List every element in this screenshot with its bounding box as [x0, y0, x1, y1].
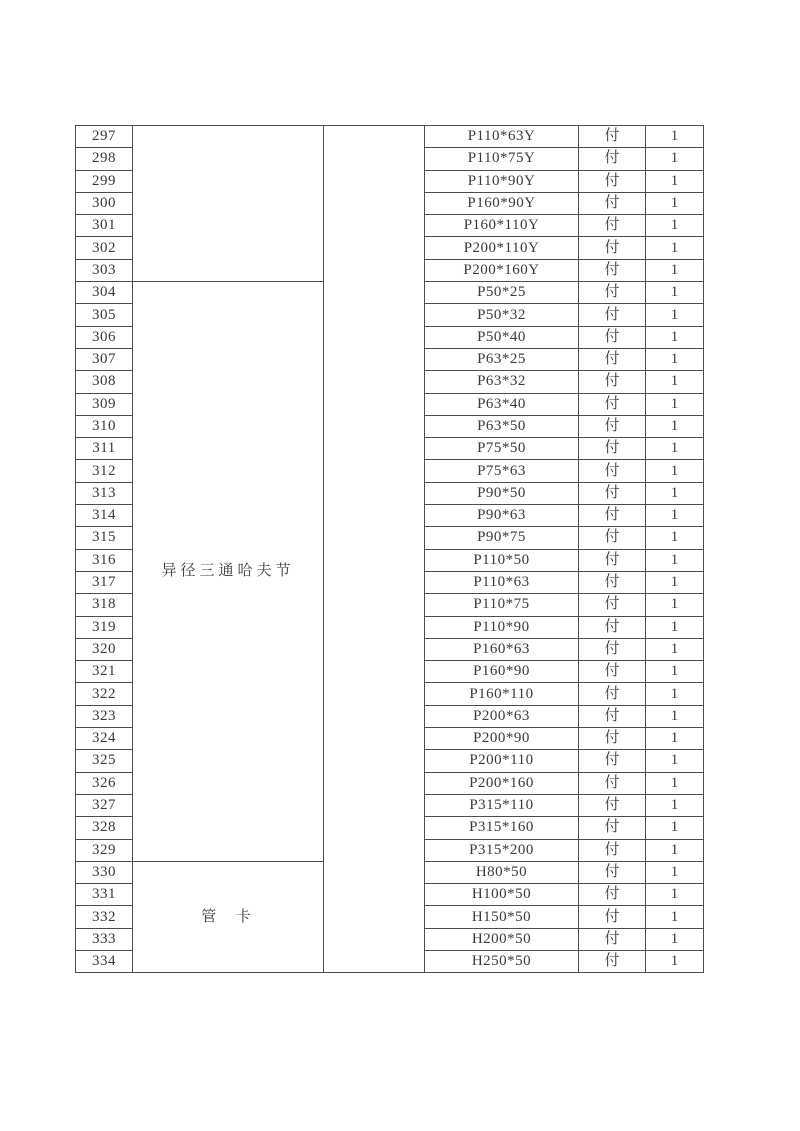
spec-cell: P160*110Y: [425, 215, 579, 237]
qty-cell: 1: [646, 705, 704, 727]
unit-cell: 付: [579, 527, 646, 549]
unit-cell: 付: [579, 839, 646, 861]
row-number-cell: 299: [76, 170, 133, 192]
spec-cell: H150*50: [425, 906, 579, 928]
row-number-cell: 313: [76, 482, 133, 504]
qty-cell: 1: [646, 594, 704, 616]
row-number-cell: 304: [76, 282, 133, 304]
unit-cell: 付: [579, 817, 646, 839]
qty-cell: 1: [646, 950, 704, 972]
qty-cell: 1: [646, 192, 704, 214]
qty-cell: 1: [646, 683, 704, 705]
row-number-cell: 329: [76, 839, 133, 861]
unit-cell: 付: [579, 928, 646, 950]
unit-cell: 付: [579, 460, 646, 482]
spec-cell: H80*50: [425, 861, 579, 883]
spec-cell: P75*63: [425, 460, 579, 482]
unit-cell: 付: [579, 661, 646, 683]
qty-cell: 1: [646, 906, 704, 928]
row-number-cell: 324: [76, 728, 133, 750]
row-number-cell: 331: [76, 884, 133, 906]
parts-table-body: [76, 126, 704, 973]
unit-cell: 付: [579, 259, 646, 281]
blank-column-cell: [324, 126, 425, 973]
unit-cell: 付: [579, 906, 646, 928]
unit-cell: 付: [579, 371, 646, 393]
qty-cell: 1: [646, 460, 704, 482]
row-number-cell: 307: [76, 348, 133, 370]
spec-cell: H100*50: [425, 884, 579, 906]
qty-cell: 1: [646, 126, 704, 148]
unit-cell: 付: [579, 705, 646, 727]
qty-cell: 1: [646, 326, 704, 348]
spec-cell: P90*75: [425, 527, 579, 549]
unit-cell: 付: [579, 415, 646, 437]
row-number-cell: 311: [76, 438, 133, 460]
spec-cell: P50*32: [425, 304, 579, 326]
unit-cell: 付: [579, 326, 646, 348]
spec-cell: P110*50: [425, 549, 579, 571]
spec-cell: P160*110: [425, 683, 579, 705]
unit-cell: 付: [579, 282, 646, 304]
parts-list-table: [75, 125, 704, 973]
item-name-cell: [133, 126, 324, 282]
row-number-cell: 303: [76, 259, 133, 281]
row-number-cell: 328: [76, 817, 133, 839]
unit-cell: 付: [579, 772, 646, 794]
unit-cell: 付: [579, 728, 646, 750]
qty-cell: 1: [646, 259, 704, 281]
unit-cell: 付: [579, 237, 646, 259]
qty-cell: 1: [646, 304, 704, 326]
spec-cell: P315*110: [425, 794, 579, 816]
qty-cell: 1: [646, 661, 704, 683]
spec-cell: H200*50: [425, 928, 579, 950]
spec-cell: P63*50: [425, 415, 579, 437]
unit-cell: 付: [579, 170, 646, 192]
unit-cell: 付: [579, 148, 646, 170]
spec-cell: P200*110Y: [425, 237, 579, 259]
unit-cell: 付: [579, 638, 646, 660]
row-number-cell: 302: [76, 237, 133, 259]
row-number-cell: 322: [76, 683, 133, 705]
qty-cell: 1: [646, 371, 704, 393]
qty-cell: 1: [646, 215, 704, 237]
row-number-cell: 300: [76, 192, 133, 214]
row-number-cell: 314: [76, 505, 133, 527]
row-number-cell: 332: [76, 906, 133, 928]
unit-cell: 付: [579, 616, 646, 638]
row-number-cell: 319: [76, 616, 133, 638]
spec-cell: H250*50: [425, 950, 579, 972]
row-number-cell: 327: [76, 794, 133, 816]
spec-cell: P315*200: [425, 839, 579, 861]
spec-cell: P50*40: [425, 326, 579, 348]
spec-cell: P160*90Y: [425, 192, 579, 214]
unit-cell: 付: [579, 505, 646, 527]
qty-cell: 1: [646, 817, 704, 839]
qty-cell: 1: [646, 750, 704, 772]
row-number-cell: 301: [76, 215, 133, 237]
unit-cell: 付: [579, 393, 646, 415]
spec-cell: P200*90: [425, 728, 579, 750]
spec-cell: P160*63: [425, 638, 579, 660]
unit-cell: 付: [579, 482, 646, 504]
qty-cell: 1: [646, 415, 704, 437]
qty-cell: 1: [646, 393, 704, 415]
row-number-cell: 326: [76, 772, 133, 794]
row-number-cell: 330: [76, 861, 133, 883]
qty-cell: 1: [646, 861, 704, 883]
spec-cell: P110*63: [425, 571, 579, 593]
table-row: [76, 126, 704, 148]
qty-cell: 1: [646, 928, 704, 950]
unit-cell: 付: [579, 794, 646, 816]
unit-cell: 付: [579, 683, 646, 705]
unit-cell: 付: [579, 438, 646, 460]
unit-cell: 付: [579, 215, 646, 237]
unit-cell: 付: [579, 950, 646, 972]
spec-cell: P200*160Y: [425, 259, 579, 281]
qty-cell: 1: [646, 438, 704, 460]
qty-cell: 1: [646, 728, 704, 750]
item-name-cell: 异径三通哈夫节: [133, 282, 324, 862]
qty-cell: 1: [646, 282, 704, 304]
row-number-cell: 312: [76, 460, 133, 482]
row-number-cell: 333: [76, 928, 133, 950]
unit-cell: 付: [579, 549, 646, 571]
spec-cell: P110*75: [425, 594, 579, 616]
unit-cell: 付: [579, 348, 646, 370]
row-number-cell: 309: [76, 393, 133, 415]
spec-cell: P63*32: [425, 371, 579, 393]
spec-cell: P200*110: [425, 750, 579, 772]
unit-cell: 付: [579, 304, 646, 326]
qty-cell: 1: [646, 638, 704, 660]
qty-cell: 1: [646, 482, 704, 504]
row-number-cell: 325: [76, 750, 133, 772]
unit-cell: 付: [579, 192, 646, 214]
row-number-cell: 318: [76, 594, 133, 616]
spec-cell: P110*63Y: [425, 126, 579, 148]
spec-cell: P110*90Y: [425, 170, 579, 192]
spec-cell: P90*63: [425, 505, 579, 527]
spec-cell: P160*90: [425, 661, 579, 683]
qty-cell: 1: [646, 348, 704, 370]
row-number-cell: 315: [76, 527, 133, 549]
spec-cell: P50*25: [425, 282, 579, 304]
row-number-cell: 317: [76, 571, 133, 593]
spec-cell: P90*50: [425, 482, 579, 504]
qty-cell: 1: [646, 527, 704, 549]
row-number-cell: 297: [76, 126, 133, 148]
qty-cell: 1: [646, 237, 704, 259]
qty-cell: 1: [646, 772, 704, 794]
spec-cell: P200*63: [425, 705, 579, 727]
qty-cell: 1: [646, 884, 704, 906]
spec-cell: P200*160: [425, 772, 579, 794]
item-name-cell: 管 卡: [133, 861, 324, 972]
row-number-cell: 310: [76, 415, 133, 437]
qty-cell: 1: [646, 170, 704, 192]
spec-cell: P315*160: [425, 817, 579, 839]
row-number-cell: 298: [76, 148, 133, 170]
qty-cell: 1: [646, 505, 704, 527]
row-number-cell: 305: [76, 304, 133, 326]
row-number-cell: 321: [76, 661, 133, 683]
qty-cell: 1: [646, 839, 704, 861]
qty-cell: 1: [646, 549, 704, 571]
qty-cell: 1: [646, 794, 704, 816]
row-number-cell: 320: [76, 638, 133, 660]
row-number-cell: 334: [76, 950, 133, 972]
unit-cell: 付: [579, 861, 646, 883]
unit-cell: 付: [579, 571, 646, 593]
spec-cell: P63*40: [425, 393, 579, 415]
spec-cell: P110*75Y: [425, 148, 579, 170]
unit-cell: 付: [579, 594, 646, 616]
spec-cell: P63*25: [425, 348, 579, 370]
unit-cell: 付: [579, 884, 646, 906]
qty-cell: 1: [646, 148, 704, 170]
row-number-cell: 316: [76, 549, 133, 571]
spec-cell: P75*50: [425, 438, 579, 460]
row-number-cell: 306: [76, 326, 133, 348]
row-number-cell: 323: [76, 705, 133, 727]
row-number-cell: 308: [76, 371, 133, 393]
spec-cell: P110*90: [425, 616, 579, 638]
qty-cell: 1: [646, 616, 704, 638]
qty-cell: 1: [646, 571, 704, 593]
unit-cell: 付: [579, 126, 646, 148]
unit-cell: 付: [579, 750, 646, 772]
